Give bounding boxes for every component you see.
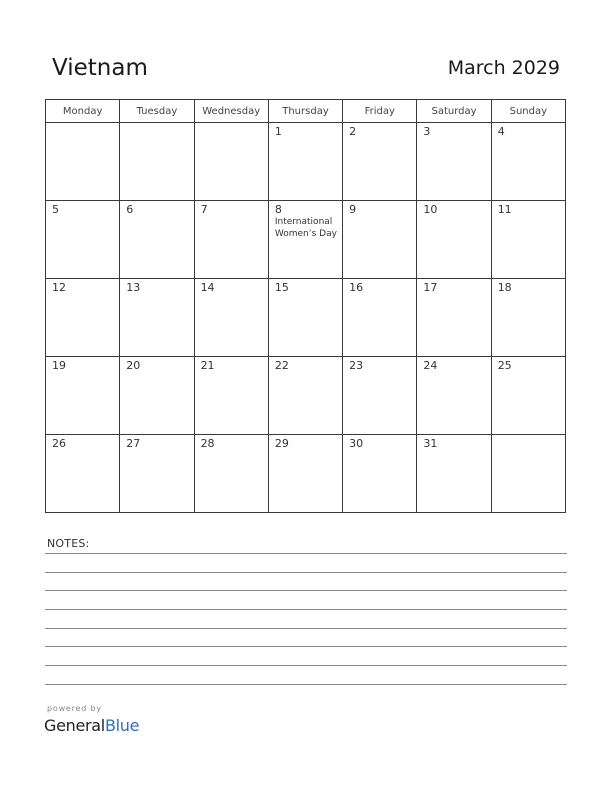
weekday-wednesday: Wednesday [194,100,268,123]
note-line [45,609,567,610]
day-number: 3 [423,125,431,138]
note-line [45,646,567,647]
note-line [45,684,567,685]
holiday-label: International Women’s Day [274,217,337,239]
weekday-sunday: Sunday [491,100,565,123]
day-cell [120,357,194,435]
day-cell [417,123,491,201]
calendar-grid [45,99,566,513]
day-cell [194,123,268,201]
day-cell [343,279,417,357]
day-cell [120,279,194,357]
day-cell [46,435,120,513]
generalblue-logo-link[interactable] [44,716,139,735]
day-cell [46,279,120,357]
day-number: 2 [349,125,357,138]
day-number: 17 [423,281,438,294]
day-number: 25 [497,359,512,372]
week-row [46,435,566,513]
day-cell [268,123,342,201]
note-line [45,628,567,629]
day-number: 19 [52,359,66,372]
day-number: 26 [52,437,66,450]
day-number: 14 [200,281,215,294]
day-number: 27 [126,437,141,450]
day-number: 10 [423,203,438,216]
weekday-header-row [46,100,566,123]
day-cell [491,435,565,513]
note-line [45,572,567,573]
day-cell [268,201,342,279]
day-cell [120,435,194,513]
day-cell [194,279,268,357]
weekday-friday: Friday [343,100,417,123]
day-cell [417,357,491,435]
day-cell [343,123,417,201]
day-number: 11 [497,203,512,216]
day-number: 7 [200,203,208,216]
day-number: 30 [349,437,364,450]
note-line [45,590,567,591]
weekday-tuesday: Tuesday [120,100,194,123]
weekday-saturday: Saturday [417,100,491,123]
day-cell [268,357,342,435]
day-cell [343,435,417,513]
day-number: 13 [126,281,141,294]
week-row [46,201,566,279]
day-number: 24 [423,359,438,372]
weekday-thursday: Thursday [268,100,342,123]
day-number: 12 [52,281,66,294]
day-number [195,123,268,125]
day-number: 20 [126,359,141,372]
day-number: 18 [497,281,512,294]
day-cell [46,201,120,279]
brand-blue-text: Blue [104,716,140,735]
day-cell [417,279,491,357]
powered-by-text: powered by [47,704,102,713]
weekday-monday: Monday [46,100,120,123]
day-cell [120,123,194,201]
day-cell [491,357,565,435]
day-cell [194,435,268,513]
day-cell [194,201,268,279]
day-cell [46,123,120,201]
day-cell [491,123,565,201]
week-row [46,123,566,201]
day-number [120,123,193,125]
day-cell [417,201,491,279]
week-row [46,357,566,435]
day-number [46,123,119,125]
day-number: 21 [200,359,215,372]
day-number: 31 [423,437,438,450]
note-line [45,553,567,554]
country-title: Vietnam [52,55,148,81]
day-number: 16 [349,281,364,294]
day-cell [46,357,120,435]
month-year-title: March 2029 [447,57,560,79]
day-cell [194,357,268,435]
day-number: 5 [52,203,59,216]
day-cell [343,357,417,435]
day-cell [268,279,342,357]
day-number: 23 [349,359,364,372]
day-cell [268,435,342,513]
day-number [492,435,565,437]
day-number: 29 [274,437,289,450]
day-number: 4 [497,125,505,138]
day-number: 9 [349,203,357,216]
day-cell [491,279,565,357]
day-number: 8 [274,203,282,216]
day-cell [120,201,194,279]
day-number: 1 [274,125,282,138]
notes-label: NOTES: [47,537,90,550]
brand-general-text: General [44,716,105,735]
day-cell [417,435,491,513]
note-line [45,665,567,666]
day-number: 15 [274,281,289,294]
week-row [46,279,566,357]
day-number: 22 [274,359,289,372]
day-cell [343,201,417,279]
day-number: 28 [200,437,215,450]
day-cell [491,201,565,279]
day-number: 6 [126,203,134,216]
